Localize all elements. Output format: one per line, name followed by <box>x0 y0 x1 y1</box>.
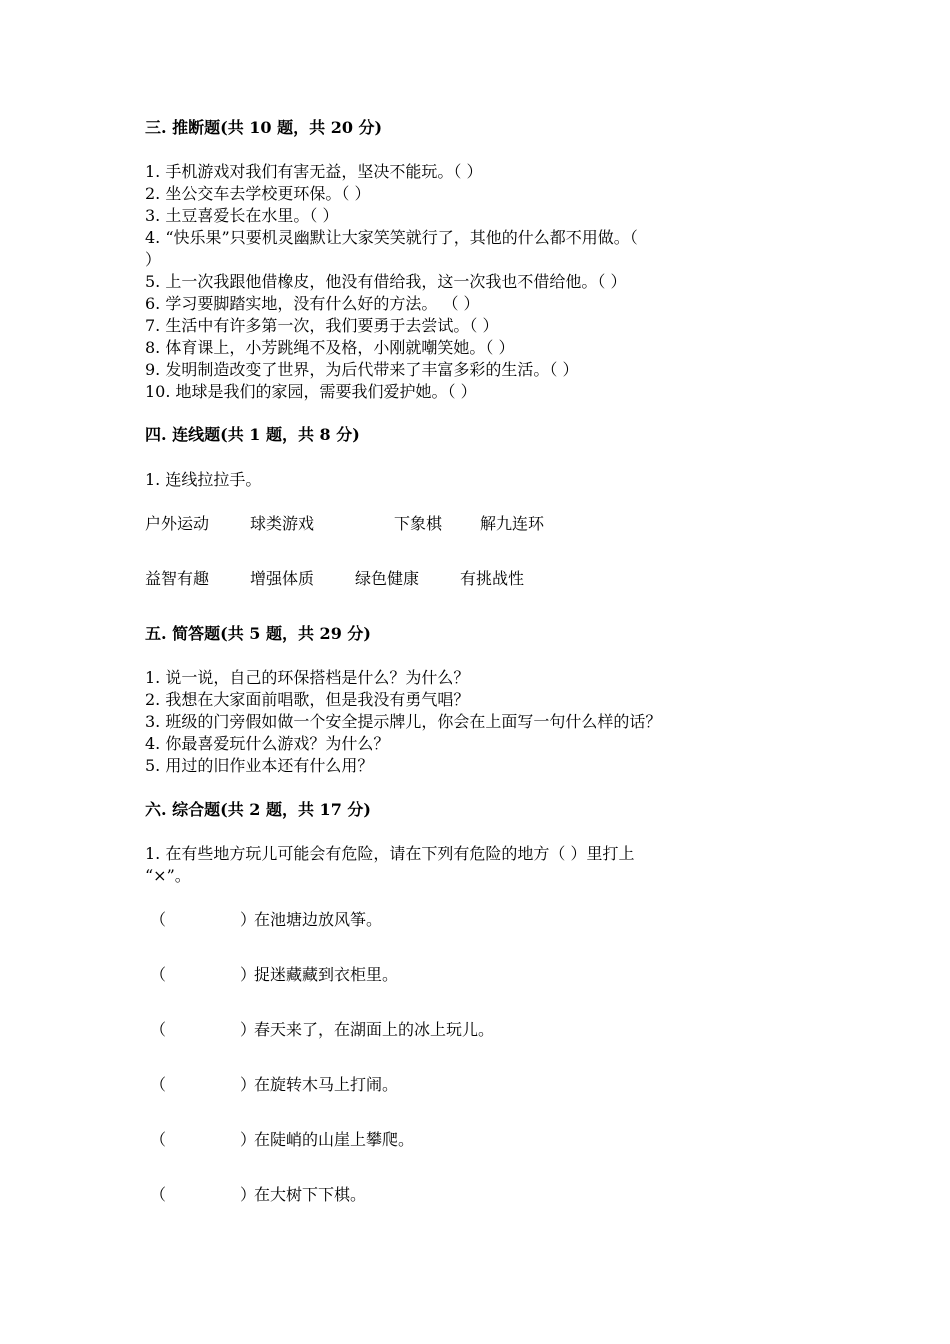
match-top-item: 解九连环 <box>480 514 545 533</box>
answer-paren-close: ） <box>240 910 257 929</box>
option-text: 在池塘边放风筝。 <box>254 910 383 929</box>
match-top-item: 球类游戏 <box>250 514 315 533</box>
question-item: 7. 生活中有许多第一次，我们要勇于去尝试。（ ） <box>145 316 499 335</box>
answer-paren-close: ） <box>240 965 257 984</box>
question-item: 4. “快乐果”只要机灵幽默让大家笑笑就行了，其他的什么都不用做。（ <box>145 228 638 247</box>
match-top-item: 下象棋 <box>394 514 443 533</box>
short-answer-item: 3. 班级的门旁假如做一个安全提示牌儿，你会在上面写一句什么样的话？ <box>145 712 662 731</box>
answer-paren-open[interactable]: （ <box>150 1130 167 1149</box>
option-row <box>150 1074 398 1096</box>
answer-paren-close: ） <box>240 1130 257 1149</box>
question-item: 9. 发明制造改变了世界，为后代带来了丰富多彩的生活。（ ） <box>145 360 579 379</box>
match-top-item: 户外运动 <box>145 514 210 533</box>
section-6-title: 六. 综合题(共 2 题，共 17 分) <box>145 800 371 819</box>
answer-paren-open[interactable]: （ <box>150 965 167 984</box>
matching-question: 1. 连线拉拉手。 <box>145 470 262 489</box>
option-row <box>150 1184 366 1206</box>
option-row <box>150 964 398 986</box>
short-answer-item: 4. 你最喜爱玩什么游戏？为什么？ <box>145 734 390 753</box>
answer-paren-close: ） <box>240 1185 257 1204</box>
answer-paren-open[interactable]: （ <box>150 1020 167 1039</box>
short-answer-item: 2. 我想在大家面前唱歌，但是我没有勇气唱？ <box>145 690 470 709</box>
option-row <box>150 1129 414 1151</box>
answer-paren-open[interactable]: （ <box>150 1185 167 1204</box>
short-answer-item: 1. 说一说，自己的环保搭档是什么？为什么？ <box>145 668 470 687</box>
answer-paren-open[interactable]: （ <box>150 910 167 929</box>
match-bottom-item: 增强体质 <box>250 569 315 588</box>
answer-paren-open[interactable]: （ <box>150 1075 167 1094</box>
comprehensive-question: 1. 在有些地方玩儿可能会有危险，请在下列有危险的地方（ ）里打上 <box>145 844 635 863</box>
question-item: 8. 体育课上，小芳跳绳不及格，小刚就嘲笑她。（ ） <box>145 338 515 357</box>
section-3-title: 三. 推断题(共 10 题，共 20 分) <box>145 118 383 137</box>
answer-paren-close: ） <box>240 1020 257 1039</box>
option-text: 在旋转木马上打闹。 <box>254 1075 399 1094</box>
option-row <box>150 909 382 931</box>
comprehensive-question-continuation: “×”。 <box>145 866 191 885</box>
option-text: 在大树下下棋。 <box>254 1185 367 1204</box>
match-bottom-item: 益智有趣 <box>145 569 210 588</box>
option-text: 捉迷藏藏到衣柜里。 <box>254 965 399 984</box>
section-5-title: 五. 简答题(共 5 题，共 29 分) <box>145 624 371 643</box>
question-item: 3. 土豆喜爱长在水里。（ ） <box>145 206 339 225</box>
question-item: 6. 学习要脚踏实地，没有什么好的方法。 （ ） <box>145 294 480 313</box>
short-answer-item: 5. 用过的旧作业本还有什么用？ <box>145 756 374 775</box>
match-bottom-item: 绿色健康 <box>355 569 420 588</box>
match-bottom-item: 有挑战性 <box>460 569 525 588</box>
question-item: 1. 手机游戏对我们有害无益，坚决不能玩。（ ） <box>145 162 483 181</box>
answer-paren-close: ） <box>240 1075 257 1094</box>
section-4-title: 四. 连线题(共 1 题，共 8 分) <box>145 425 360 444</box>
option-text: 春天来了，在湖面上的冰上玩儿。 <box>254 1020 495 1039</box>
question-item: 10. 地球是我们的家园，需要我们爱护她。（ ） <box>145 382 477 401</box>
question-item: 2. 坐公交车去学校更环保。（ ） <box>145 184 371 203</box>
question-item-continuation: ） <box>145 250 162 269</box>
question-item: 5. 上一次我跟他借橡皮，他没有借给我，这一次我也不借给他。（ ） <box>145 272 627 291</box>
option-text: 在陡峭的山崖上攀爬。 <box>254 1130 415 1149</box>
option-row <box>150 1019 494 1041</box>
